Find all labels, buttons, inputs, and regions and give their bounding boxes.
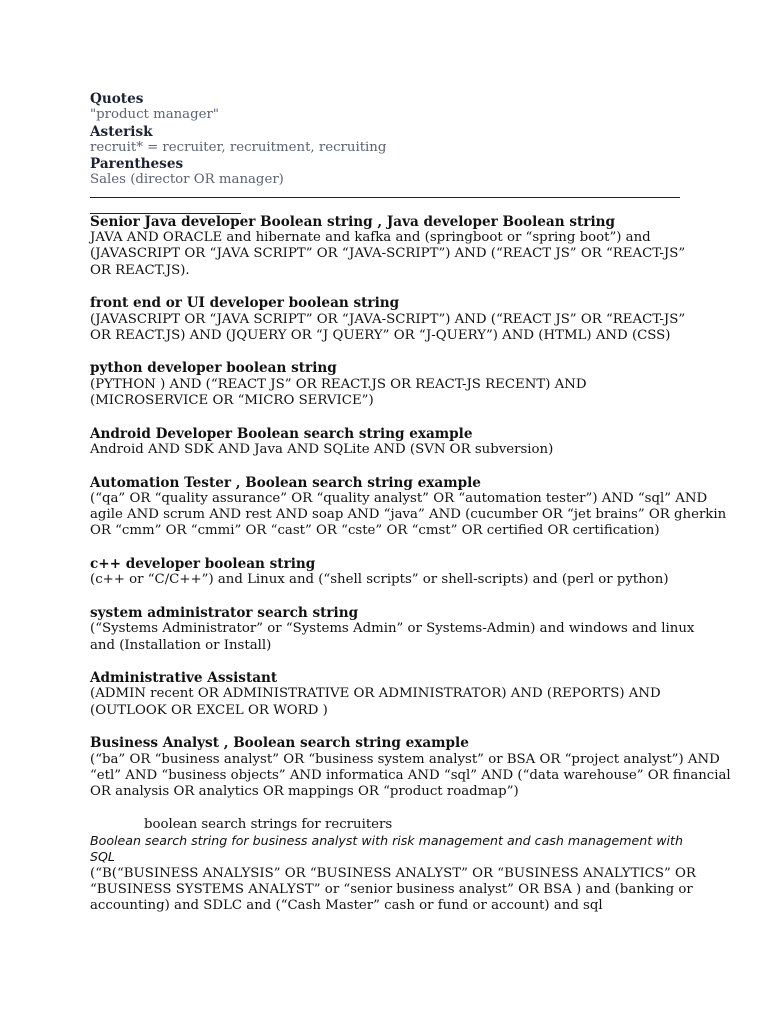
asterisk-example: recruit* = recruiter, recruitment, recruiting [90,139,387,155]
section-automation-tester [90,474,727,540]
parentheses-heading: Parentheses [90,156,184,173]
section-line: OR analysis OR analytics OR mappings OR “product roadmap”) [90,784,519,800]
section-line: (c++ or “C/C++”) and Linux and (“shell scripts” or shell-scripts) and (perl or python) [90,572,669,588]
section-line: OR “cmm” OR “cmmi” OR “cast” OR “cste” OR “cmst” OR certified OR certification) [90,523,660,539]
section-sysadmin [90,604,695,654]
section-front-end [90,295,686,344]
section-title: front end or UI developer boolean string [90,295,400,312]
section-title: Automation Tester , Boolean search string example [90,474,481,491]
quotes-example: "product manager" [90,107,219,123]
section-title: c++ developer boolean string [90,556,316,573]
section-recruiters [90,816,696,915]
parentheses-example: Sales (director OR manager) [90,172,284,188]
section-line: Android AND SDK AND Java AND SQLite AND (SVN OR subversion) [90,441,554,457]
section-admin-assistant [90,670,680,719]
section-line: and (Installation or Install) [90,637,272,653]
spacer [90,409,680,425]
section-line: (ADMIN recent OR ADMINISTRATIVE OR ADMINISTRATOR) AND (REPORTS) AND [90,686,661,702]
section-title: Android Developer Boolean search string example [90,425,473,442]
recruiters-italic-line: Boolean search string for business analyst with risk management and cash management with [90,833,683,849]
section-line: (MICROSERVICE OR “MICRO SERVICE”) [90,393,374,409]
spacer [90,654,680,670]
asterisk-heading: Asterisk [90,123,153,140]
spacer [90,344,680,360]
section-python [90,360,680,409]
section-senior-java [90,213,686,279]
section-line: “etl” AND “business objects” AND informatica AND “sql” AND (“data warehouse” OR financial [90,767,731,783]
section-line: OR REACT.JS). [90,262,190,278]
spacer [90,279,680,295]
section-line: (“ba” OR “business analyst” OR “business system analyst” or BSA OR “project analyst”) AND [90,751,720,767]
recruiters-line: “BUSINESS SYSTEMS ANALYST” or “senior business analyst” OR BSA ) and (banking or [90,881,693,897]
section-title: Administrative Assistant [90,670,278,687]
section-cpp [90,556,680,589]
recruiters-heading: boolean search strings for recruiters [144,816,393,832]
section-android [90,426,680,459]
section-line: (“qa” OR “quality assurance” OR “quality analyst” OR “automation tester”) AND “sql” AND [90,490,708,506]
section-line: (OUTLOOK OR EXCEL OR WORD ) [90,702,328,718]
recruiters-line: (“B(“BUSINESS ANALYSIS” OR “BUSINESS ANALYST” OR “BUSINESS ANALYTICS” OR [90,865,696,881]
section-line: OR REACT.JS) AND (JQUERY OR “J QUERY” OR “J-QUERY”) AND (HTML) AND (CSS) [90,327,671,343]
horizontal-divider [90,197,680,198]
section-line: JAVA AND ORACLE and hibernate and kafka and (springboot or “spring boot”) and [90,230,651,246]
section-title: system administrator search string [90,604,359,621]
recruiters-italic-line: SQL [90,849,115,865]
section-line: (“Systems Administrator” or “Systems Admin” or Systems-Admin) and windows and linux [90,621,695,637]
section-line: (PYTHON ) AND (“REACT JS” OR REACT.JS OR REACT-JS RECENT) AND [90,376,587,392]
section-business-analyst [90,735,731,800]
section-title: Business Analyst , Boolean search string example [90,735,469,752]
spacer [90,540,680,556]
section-line: (JAVASCRIPT OR “JAVA SCRIPT” OR “JAVA-SCRIPT”) AND (“REACT JS” OR “REACT-JS” [90,246,686,262]
spacer [90,719,680,735]
quotes-heading: Quotes [90,91,144,107]
section-line: (JAVASCRIPT OR “JAVA SCRIPT” OR “JAVA-SCRIPT”) AND (“REACT JS” OR “REACT-JS” [90,311,686,327]
spacer [90,458,680,474]
section-line: agile AND scrum AND rest AND soap AND “java” AND (cucumber OR “jet brains” OR gherkin [90,507,727,523]
recruiters-line: accounting) and SDLC and (“Cash Master” cash or fund or account) and sql [90,898,603,914]
section-title: Senior Java developer Boolean string , Java developer Boolean string [90,213,616,230]
spacer [90,589,680,605]
document-page [90,91,731,915]
spacer [90,800,680,816]
section-title: python developer boolean string [90,360,337,377]
